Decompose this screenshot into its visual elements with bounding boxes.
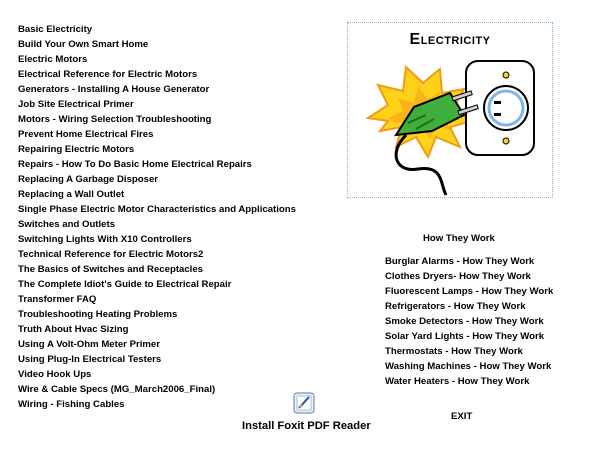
how-they-work-heading: How They Work — [423, 233, 495, 244]
install-foxit-link[interactable]: Install Foxit PDF Reader — [242, 420, 371, 432]
link-item[interactable]: Repairing Electric Motors — [18, 144, 135, 155]
how-item[interactable]: Smoke Detectors - How They Work — [385, 316, 544, 327]
how-item[interactable]: Solar Yard Lights - How They Work — [385, 331, 545, 342]
how-they-work-list — [385, 254, 585, 389]
link-item[interactable]: Electric Motors — [18, 54, 88, 65]
link-item[interactable]: Transformer FAQ — [18, 294, 97, 305]
link-item[interactable]: Prevent Home Electrical Fires — [18, 129, 154, 140]
how-item[interactable]: Water Heaters - How They Work — [385, 376, 530, 387]
link-item[interactable]: Replacing A Garbage Disposer — [18, 174, 159, 185]
how-item[interactable]: Fluorescent Lamps - How They Work — [385, 286, 554, 297]
link-item[interactable]: Switching Lights With X10 Controllers — [18, 234, 192, 245]
link-item[interactable]: Basic Electricity — [18, 24, 93, 35]
link-item[interactable]: Video Hook Ups — [18, 369, 92, 380]
link-item[interactable]: The Complete Idiot's Guide to Electrical Repair — [18, 279, 232, 290]
link-item[interactable]: Generators - Installing A House Generator — [18, 84, 210, 95]
link-item[interactable]: Wire & Cable Specs (MG_March2006_Final) — [18, 384, 216, 395]
link-item[interactable]: Truth About Hvac Sizing — [18, 324, 129, 335]
link-item[interactable]: Technical Reference for Electric Motors2 — [18, 249, 204, 260]
how-item[interactable]: Burglar Alarms - How They Work — [385, 256, 535, 267]
link-item[interactable]: Single Phase Electric Motor Characteristics and Applications — [18, 204, 296, 215]
link-item[interactable]: Wiring - Fishing Cables — [18, 399, 125, 410]
link-item[interactable]: Job Site Electrical Primer — [18, 99, 134, 110]
link-item[interactable]: Troubleshooting Heating Problems — [18, 309, 178, 320]
link-item[interactable]: Build Your Own Smart Home — [18, 39, 149, 50]
link-item[interactable]: Using A Volt-Ohm Meter Primer — [18, 339, 160, 350]
how-item[interactable]: Thermostats - How They Work — [385, 346, 523, 357]
link-item[interactable]: The Basics of Switches and Receptacles — [18, 264, 204, 275]
foxit-reader-icon[interactable] — [293, 392, 315, 414]
link-item[interactable]: Replacing a Wall Outlet — [18, 189, 125, 200]
how-item[interactable]: Clothes Dryers- How They Work — [385, 271, 531, 282]
link-item[interactable]: Motors - Wiring Selection Troubleshooting — [18, 114, 212, 125]
exit-button[interactable]: EXIT — [451, 411, 473, 422]
link-item[interactable]: Switches and Outlets — [18, 219, 116, 230]
link-item[interactable]: Electrical Reference for Electric Motors — [18, 69, 198, 80]
how-item[interactable]: Washing Machines - How They Work — [385, 361, 552, 372]
how-item[interactable]: Refrigerators - How They Work — [385, 301, 526, 312]
left-link-list — [18, 22, 338, 412]
electricity-clipart — [347, 22, 553, 198]
clipart-title: Electricity — [409, 31, 491, 48]
link-item[interactable]: Using Plug-In Electrical Testers — [18, 354, 162, 365]
link-item[interactable]: Repairs - How To Do Basic Home Electrical Repairs — [18, 159, 252, 170]
